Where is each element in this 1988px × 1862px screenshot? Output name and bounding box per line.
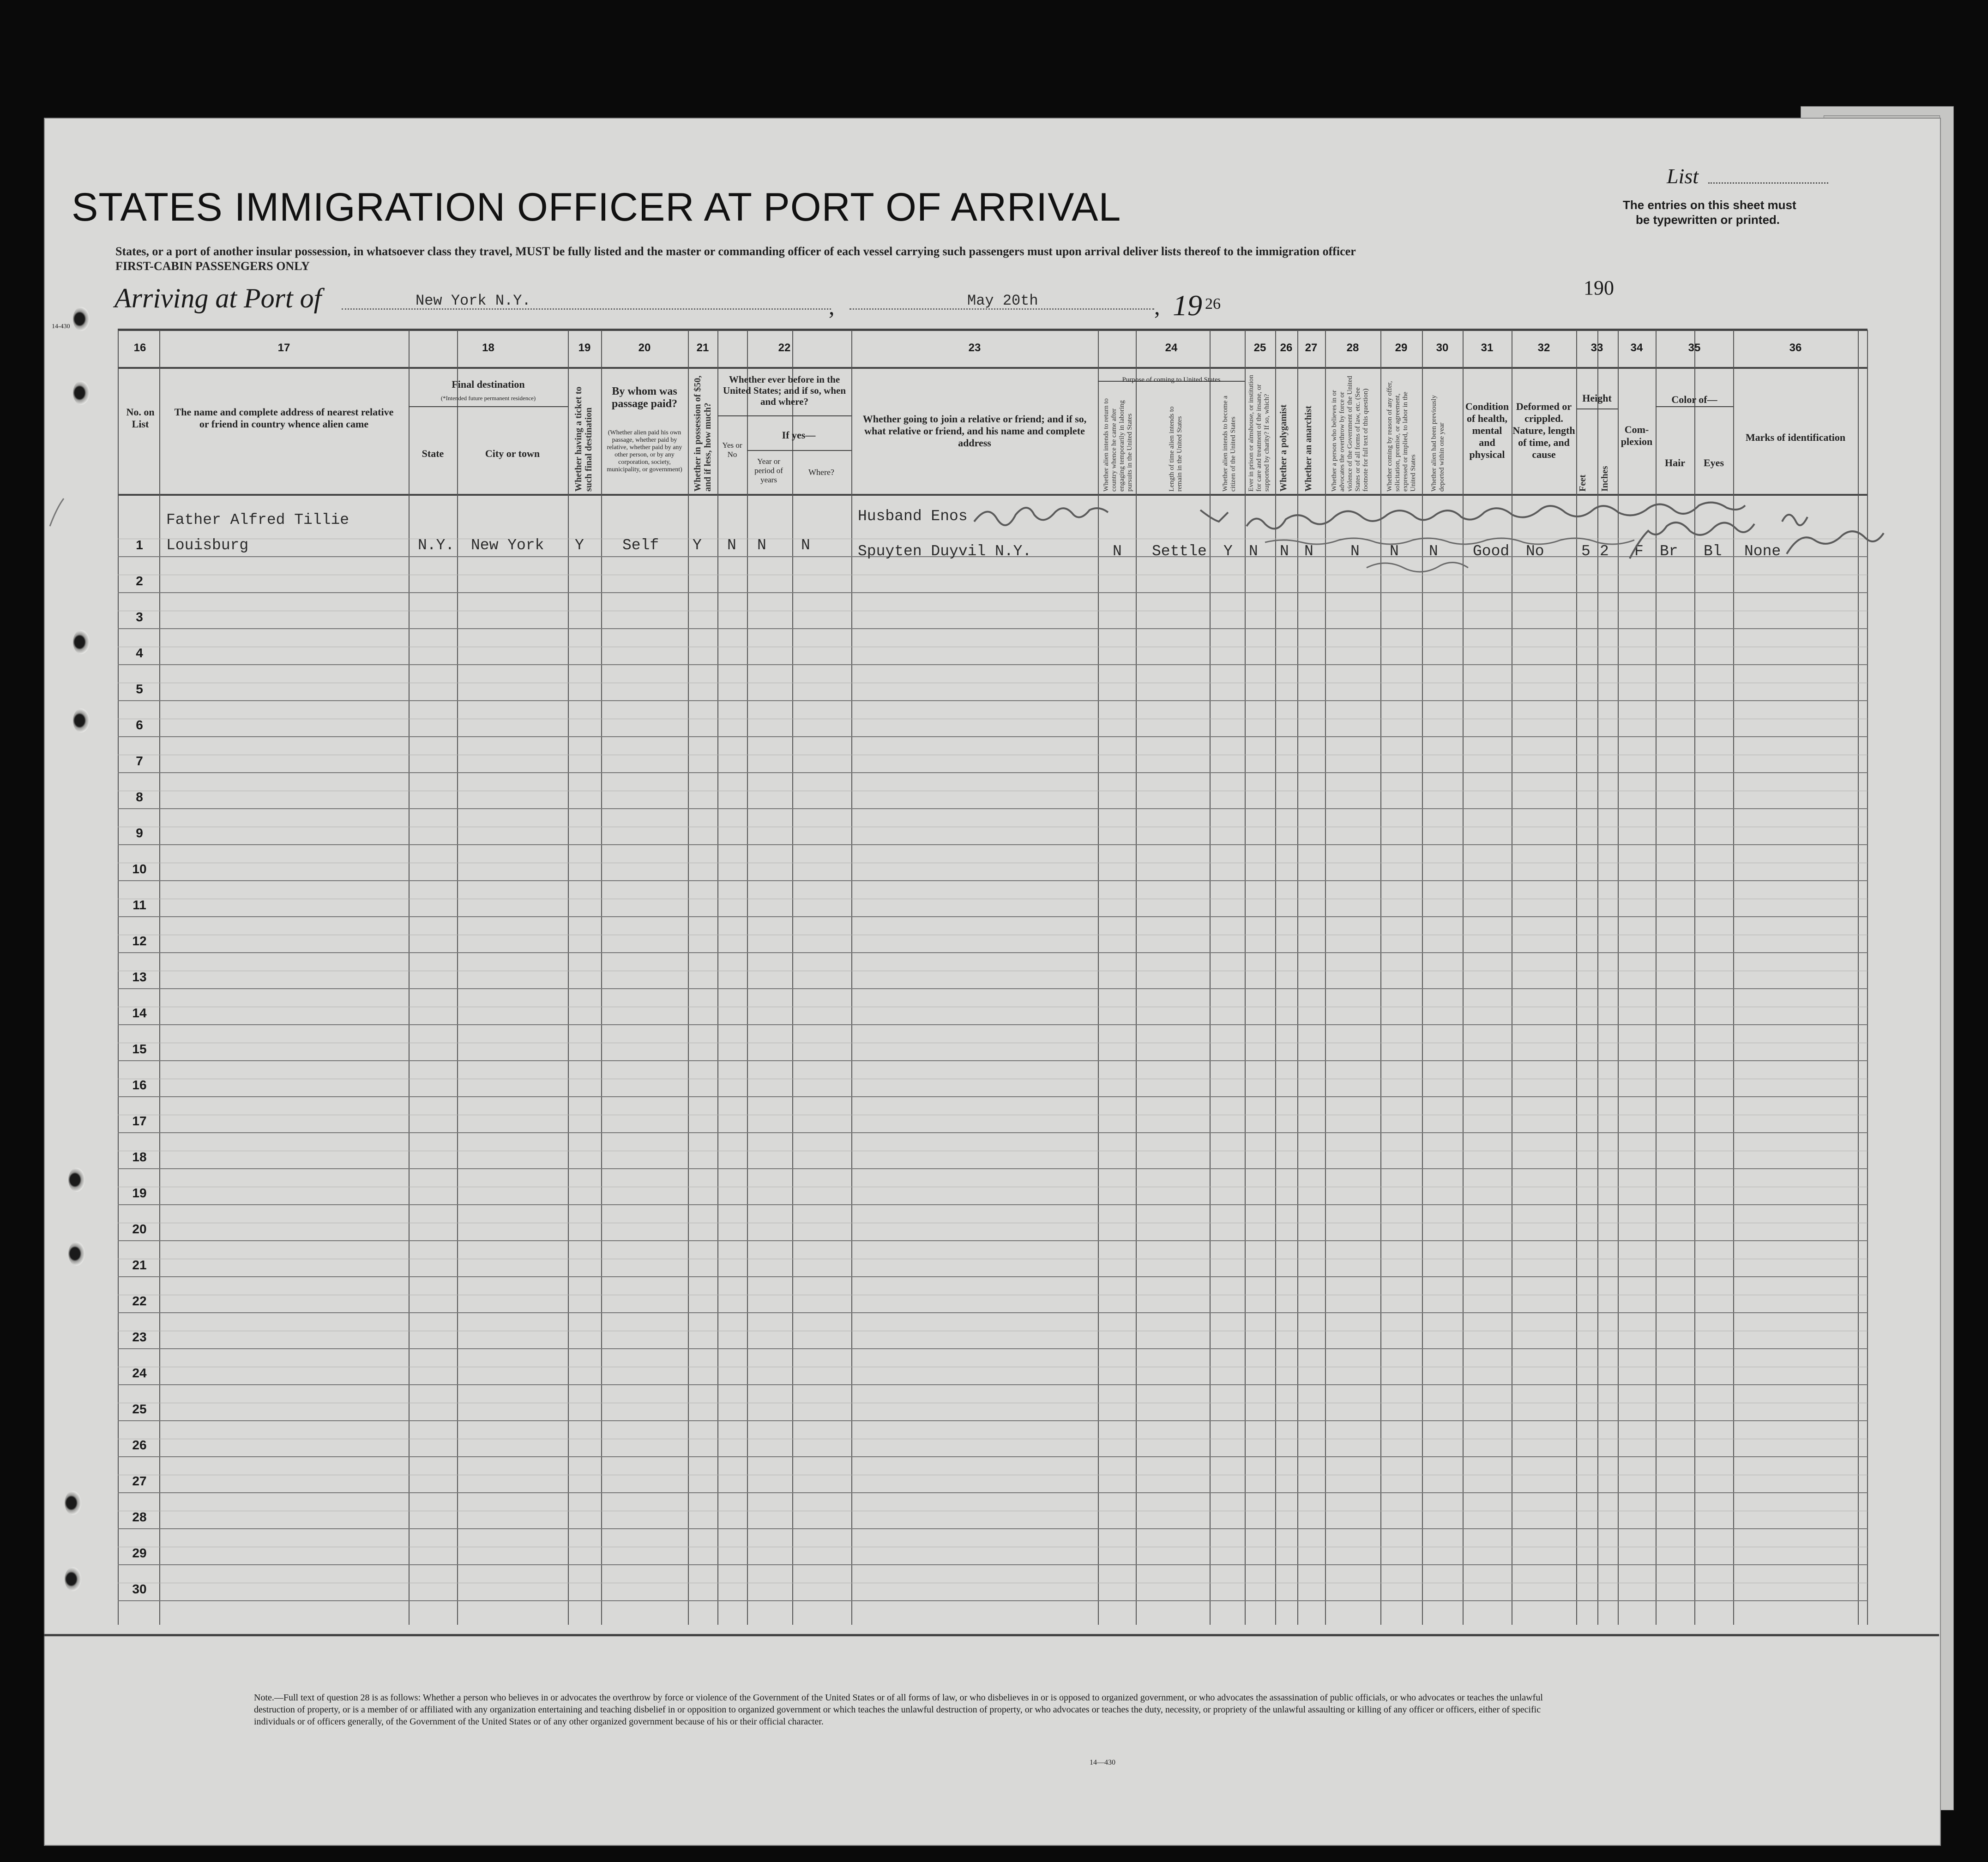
col-19-number: 19 [578, 342, 591, 354]
col-24a-label: Whether alien intends to return to country whence he came after engaging temporarily in laboring pursuits in the United States [1102, 398, 1133, 492]
row-number: 27 [132, 1474, 147, 1488]
eyes-value: Bl [1704, 543, 1722, 560]
column-rule [1325, 330, 1326, 1625]
footnote-q28: Note.—Full text of question 28 is as follows: Whether a person who believes in or advocates the overthrow by force or violence of the Government of the United States or of all forms of law, or who disbelieves in or is opposed to organized government, or who advocates the assassination of public officials, or who advocates or teaches the unlawful destruction of property, or is a member of or affiliated with any organization entertaining and teaching disbelief in or opposition to organized government or which teaches the unlawful destruction of property, or who advocates or teaches the duty, necessity, or propriety of the unlawful assaulting or killing of any officer or officers, either of specific individuals or of officers generally, of the Government of the United States or of any other organized government because of his or their official character. [254, 1693, 1543, 1727]
col-31-label: Condition of health, mental and physical [1465, 401, 1509, 460]
year-suffix: 26 [1205, 295, 1221, 312]
marks-value: None [1744, 543, 1781, 560]
col-29-label: Whether coming by reason of any offer, solicitation, promise, or agreement, expressed or implied, to labor in the United States [1386, 381, 1417, 492]
row-number: 16 [132, 1078, 147, 1092]
col-17-number: 17 [277, 342, 290, 354]
col-35-hair: Hair [1665, 457, 1685, 469]
typewritten-note-line1: The entries on this sheet must [1623, 198, 1796, 212]
column-rule [409, 330, 410, 1625]
table-top-rule [118, 329, 1868, 331]
row-number: 22 [132, 1294, 147, 1308]
date-value: May 20th [967, 292, 1038, 309]
col-34-number: 34 [1630, 342, 1643, 354]
binder-hole [73, 381, 90, 405]
subheader-rule [717, 415, 851, 416]
row-number: 19 [132, 1186, 147, 1200]
col-26-number: 26 [1280, 342, 1293, 354]
row-rule [118, 1132, 1868, 1133]
row-number: 6 [136, 718, 143, 732]
col-26-label: Whether a polygamist [1278, 404, 1289, 492]
col-33-label: Height [1582, 392, 1612, 404]
health-value: Good [1473, 543, 1510, 560]
column-rule [1297, 330, 1298, 1625]
col-32-label: Deformed or crippled. Nature, length of time, and cause [1512, 401, 1575, 460]
deformed-value: No [1526, 543, 1544, 560]
row-rule [118, 1240, 1868, 1241]
row-rule [118, 808, 1868, 809]
row-rule [118, 988, 1868, 989]
row-number: 11 [133, 898, 146, 912]
deported-value: N [1429, 543, 1438, 560]
row-rule [118, 1492, 1868, 1493]
column-rule [1136, 330, 1137, 1625]
col-33-inches: Inches [1600, 466, 1610, 492]
column-rule [688, 330, 689, 1625]
row-number: 8 [136, 790, 143, 804]
row-rule [118, 1312, 1868, 1313]
row-number: 7 [136, 754, 143, 768]
col-18-city: City or town [485, 448, 540, 459]
polygamist-value: N [1280, 543, 1289, 560]
ticket-value: Y [575, 537, 584, 554]
height-feet-value: 5 [1581, 543, 1590, 560]
col-35-eyes: Eyes [1704, 457, 1724, 469]
col-34-label: Com- plexion [1621, 424, 1653, 447]
row-number: 12 [132, 934, 147, 948]
col-24-number: 24 [1165, 342, 1178, 354]
row-number: 14 [132, 1006, 147, 1020]
row-number: 2 [136, 574, 143, 588]
col-24b-label: Length of time alien intends to remain in the United States [1168, 406, 1183, 492]
col-20-sub: (Whether alien paid his own passage, whether paid by relative, whether paid by any other person, or by any corporation, society, municipality, or government) [607, 429, 682, 473]
row-rule [118, 1384, 1868, 1385]
arriving-label: Arriving at Port of [114, 283, 322, 313]
header-number-rule [118, 367, 1868, 369]
col-21-number: 21 [696, 342, 709, 354]
column-rule [1733, 330, 1734, 1625]
form-number: 14—430 [1090, 1759, 1115, 1766]
row-rule [118, 700, 1868, 701]
column-rule [1245, 330, 1246, 1625]
col-18-number: 18 [482, 342, 494, 354]
column-rule [1576, 330, 1577, 1625]
col-33-number: 33 [1590, 342, 1603, 354]
col-27-label: Whether an anarchist [1303, 406, 1313, 492]
col-22-yesno: Yes or No [722, 441, 742, 459]
overthrow-value: N [1350, 543, 1360, 560]
column-rule [1694, 330, 1695, 1625]
column-rule [1210, 330, 1211, 1625]
row-number: 25 [132, 1402, 147, 1416]
col-27-number: 27 [1305, 342, 1318, 354]
column-rule [851, 330, 852, 1625]
column-rule [1656, 330, 1657, 1625]
passenger-class: FIRST-CABIN PASSENGERS ONLY [115, 259, 310, 273]
row-rule [118, 1420, 1868, 1421]
binder-hole [65, 1491, 81, 1515]
row-number: 26 [132, 1438, 147, 1452]
column-rule [747, 330, 748, 1625]
row-number: 18 [132, 1150, 147, 1164]
col-31-number: 31 [1481, 342, 1494, 354]
row-number: 28 [132, 1510, 147, 1524]
row-rule [118, 664, 1868, 665]
column-rule [1422, 330, 1423, 1625]
row-rule [118, 1348, 1868, 1349]
binder-hole [73, 630, 90, 654]
before-yesno-value: N [727, 537, 736, 554]
row-number: 17 [132, 1114, 147, 1128]
row-number: 23 [132, 1330, 147, 1344]
column-rule [159, 330, 160, 1625]
row-rule [118, 1096, 1868, 1097]
subheader-rule [747, 450, 851, 451]
col-20-label: By whom was passage paid? [611, 385, 678, 410]
column-rule [601, 330, 602, 1625]
join-relative: Husband Enos [858, 508, 968, 525]
row-rule [118, 916, 1868, 917]
typewritten-note [1623, 198, 1796, 227]
col-36-number: 36 [1789, 342, 1802, 354]
column-rule [1098, 330, 1099, 1625]
col-22-period: Year or period of years [754, 457, 783, 484]
column-rule [1275, 330, 1276, 1625]
complexion-value: F [1634, 543, 1644, 560]
col-18-state: State [422, 448, 444, 459]
row-rule [118, 592, 1868, 593]
row-number: 1 [136, 538, 143, 552]
col-22-where: Where? [808, 468, 834, 477]
col-35-number: 35 [1688, 342, 1701, 354]
row-rule [118, 1276, 1868, 1277]
citizen-value: Y [1223, 543, 1233, 560]
table-bottom-rule [44, 1634, 1939, 1636]
col-16-number: 16 [133, 342, 146, 354]
row-rule [118, 628, 1868, 629]
row-rule [118, 1060, 1868, 1061]
column-rule [792, 330, 793, 1625]
row-rule [118, 1204, 1868, 1205]
row-rule [118, 1456, 1868, 1457]
binder-hole [68, 1242, 85, 1266]
row-rule [118, 1168, 1868, 1169]
col-20-number: 20 [638, 342, 651, 354]
row-rule [118, 880, 1868, 881]
col-33-feet: Feet [1578, 475, 1588, 492]
row-number: 9 [136, 826, 143, 840]
before-where-value: N [801, 537, 810, 554]
hair-value: Br [1660, 543, 1678, 560]
dest-state: N.Y. [418, 537, 455, 554]
year-prefix: 19 [1173, 289, 1202, 322]
col-32-number: 32 [1537, 342, 1550, 354]
col-18-sub: (*Intended future permanent residence) [440, 395, 536, 402]
column-rule [1380, 330, 1381, 1625]
col-22-ifyes: If yes— [782, 429, 816, 441]
subheader-rule [1576, 408, 1618, 409]
return-value: N [1113, 543, 1122, 560]
relative-name: Father Alfred Tillie [166, 511, 349, 529]
binder-hole [73, 307, 90, 331]
column-rule [1597, 330, 1598, 1625]
col-25-label: Ever in prison or almshouse, or institution for care and treatment of the insane, or supported by charity? If so, which? [1247, 375, 1271, 492]
paid-by-value: Self [622, 537, 659, 554]
column-rule [457, 330, 458, 1625]
row-rule [118, 1600, 1868, 1601]
length-value: Settle [1152, 543, 1207, 560]
column-rule [717, 330, 718, 1625]
row-rule [118, 772, 1868, 773]
list-number-line [1708, 182, 1828, 184]
column-rule [1463, 330, 1464, 1625]
port-value: New York N.Y. [416, 292, 531, 309]
subheader-rule [1656, 406, 1733, 407]
row-number: 15 [132, 1042, 147, 1056]
binder-hole [73, 709, 90, 733]
relative-address: Louisburg [166, 537, 249, 554]
col-21-label: Whether in possession of $50, and if less, how much? [693, 375, 713, 492]
row-number: 13 [132, 970, 147, 984]
row-number: 10 [132, 862, 147, 876]
subheader-rule [409, 406, 568, 407]
page-number: 190 [1584, 276, 1614, 299]
col-16-label: No. on List [126, 406, 155, 430]
col-22-label: Whether ever before in the United States; and if so, when and where? [723, 374, 846, 407]
row-rule [118, 952, 1868, 953]
row-rule [118, 1564, 1868, 1565]
dest-city: New York [471, 537, 544, 554]
column-rule [1858, 330, 1859, 1625]
comma: , [829, 294, 835, 319]
row-number: 21 [132, 1258, 147, 1272]
before-period-value: N [757, 537, 766, 554]
header-bottom-rule [118, 494, 1868, 496]
binder-hole [65, 1567, 81, 1591]
col-23-label: Whether going to join a relative or friend; and if so, what relative or friend, and his name and complete address [862, 413, 1087, 449]
comma: , [1154, 294, 1160, 319]
col-28-number: 28 [1346, 342, 1359, 354]
column-rule [1867, 330, 1868, 1625]
join-address: Spuyten Duyvil N.Y. [858, 543, 1032, 560]
col-23-number: 23 [968, 342, 981, 354]
col-25-number: 25 [1253, 342, 1266, 354]
col-36-label: Marks of identification [1745, 432, 1846, 443]
col-24c-label: Whether alien intends to become a citizen of the United States [1222, 396, 1237, 492]
col-24-label: Purpose of coming to United States [1122, 376, 1221, 384]
row-number: 4 [136, 646, 143, 660]
row-number: 24 [132, 1366, 147, 1380]
list-label: List [1667, 164, 1699, 188]
row-rule [118, 844, 1868, 845]
form-instruction: States, or a port of another insular possession, in whatsoever class they travel, MUST be fully listed and the master or commanding officer of each vessel carrying such passengers must upon arrival deliver lists thereof to the immigration officer [115, 245, 1356, 258]
row-rule [118, 1528, 1868, 1529]
anarchist-value: N [1304, 543, 1313, 560]
row-number: 29 [132, 1546, 147, 1560]
row-number: 20 [132, 1222, 147, 1236]
prison-value: N [1249, 543, 1258, 560]
margin-form-code: 14-430 [52, 323, 70, 330]
row-number: 5 [136, 682, 143, 696]
row-rule [118, 736, 1868, 737]
col-22-number: 22 [778, 342, 791, 354]
form-title: STATES IMMIGRATION OFFICER AT PORT OF ARRIVAL [72, 185, 1121, 229]
row-rule [118, 1024, 1868, 1025]
col-19-label: Whether having a ticket to such final destination [573, 386, 594, 492]
binder-hole [68, 1168, 85, 1192]
col-28-label: Whether a person who believes in or advocates the overthrow by force or violence of the Government of the United States or of all forms of law, etc. (See footnote for full text of this question) [1331, 376, 1369, 492]
row-number: 3 [136, 610, 143, 624]
column-rule [1618, 330, 1619, 1625]
col-30-number: 30 [1436, 342, 1449, 354]
fifty-value: Y [693, 537, 702, 554]
offer-value: N [1390, 543, 1399, 560]
col-35-label: Color of— [1671, 394, 1717, 405]
typewritten-note-line2: be typewritten or printed. [1636, 213, 1780, 227]
col-17-label: The name and complete address of nearest relative or friend in country whence alien came [174, 406, 394, 430]
col-30-label: Whether alien had been previously deported within one year [1430, 395, 1446, 492]
col-18-label: Final destination [452, 378, 525, 390]
row-number: 30 [132, 1582, 147, 1596]
col-29-number: 29 [1395, 342, 1408, 354]
column-rule [118, 330, 119, 1625]
column-rule [568, 330, 569, 1625]
port-line [342, 308, 831, 310]
height-inches-value: 2 [1600, 543, 1609, 560]
